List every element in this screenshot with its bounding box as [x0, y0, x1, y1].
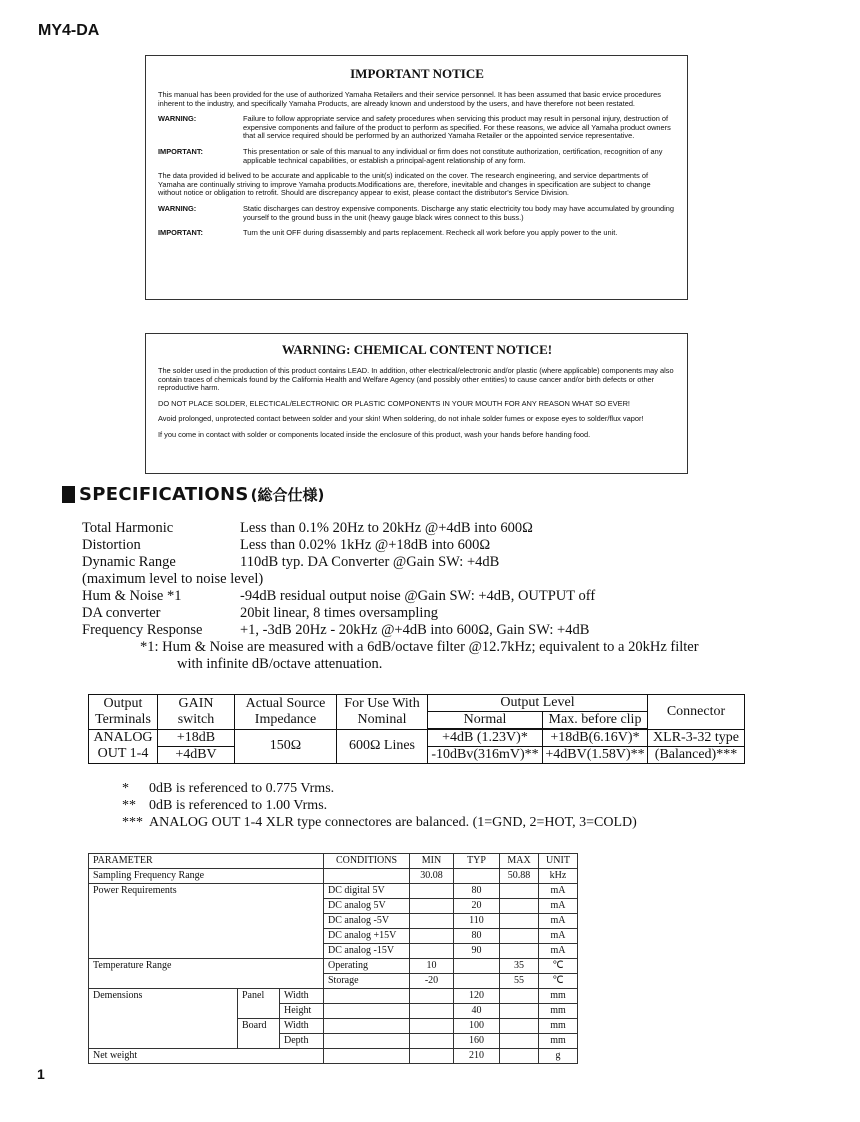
gain-switch-header: GAIN switch — [158, 695, 235, 730]
nominal-header: For Use With Nominal — [337, 695, 428, 730]
spec-value: +1, -3dB 20Hz - 20kHz @+4dB into 600Ω, Gain SW: +4dB — [240, 622, 590, 638]
connector-cell: (Balanced)*** — [648, 747, 745, 764]
table-row: Net weight 210 g — [89, 1049, 578, 1064]
chemical-paragraph: DO NOT PLACE SOLDER, ELECTICAL/ELECTRONIC OR PLASTIC COMPONENTS IN YOUR MOUTH FOR ANY REASON WHAT SO EVER! — [158, 398, 630, 408]
warning-text: Static discharges can destroy expensive components. Discharge any static electricity tou body may have accumulated by grounding yourself to the ground buss in the unit (heavy gauge black wires connect to this buss.) — [243, 203, 674, 222]
spec-value: Less than 0.1% 20Hz to 20kHz @+4dB into 600Ω — [240, 520, 533, 536]
typ-header: TYP — [454, 854, 500, 869]
gain-cell: +4dBV — [158, 747, 235, 764]
max-header: MAX — [500, 854, 539, 869]
chemical-paragraph: The solder used in the production of this product contains LEAD. In addition, other electrical/electronic and/or plastic (where applicable) components may also contain traces of chemicals found by the California Health and Welfare Agency (and possibly other entities) to cause cancer and/or birth defects or other reproductive harm. — [158, 366, 674, 393]
important-label: IMPORTANT: — [158, 146, 204, 156]
model-name: MY4-DA — [38, 22, 100, 39]
notice-title: IMPORTANT NOTICE — [350, 66, 484, 81]
spec-key: Distortion — [82, 537, 141, 553]
table-row: Board Width 100 mm — [89, 1019, 578, 1034]
unit-header: UNIT — [539, 854, 578, 869]
spec-value: Less than 0.02% 1kHz @+18dB into 600Ω — [240, 537, 491, 553]
reference-notes — [122, 780, 637, 831]
spec-key: Dynamic Range — [82, 554, 176, 570]
spec-list — [82, 520, 699, 673]
spec-value: -94dB residual output noise @Gain SW: +4dB, OUTPUT off — [240, 588, 596, 604]
normal-level-cell: +4dB (1.23V)* — [428, 729, 543, 747]
conditions-header: CONDITIONS — [324, 854, 410, 869]
connector-cell: XLR-3-32 type — [648, 729, 745, 747]
table-row: DC analog -5V 110 mA — [89, 914, 578, 929]
connector-header: Connector — [648, 695, 745, 730]
table-header-row — [89, 854, 578, 869]
table-row: Storage -20 55 ℃ — [89, 974, 578, 989]
min-header: MIN — [410, 854, 454, 869]
spec-value: 110dB typ. DA Converter @Gain SW: +4dB — [240, 554, 500, 570]
spec-row — [82, 520, 699, 537]
output-terminals-header: Output Terminals — [89, 695, 158, 730]
important-row — [158, 148, 676, 165]
spec-row — [82, 622, 699, 639]
spec-key: Frequency Response — [82, 622, 203, 638]
spec-note: (maximum level to noise level) — [82, 571, 264, 587]
max-level-cell: +4dBV(1.58V)** — [543, 747, 648, 764]
page-number: 1 — [37, 1066, 45, 1082]
footnote: *1: Hum & Noise are measured with a 6dB/octave filter @12.7kHz; equivalent to a 20kHz filter — [140, 639, 699, 655]
chemical-paragraph: Avoid prolonged, unprotected contact between solder and your skin! When soldering, do not inhale solder fumes or expose eyes to solder/flux vapor! — [158, 414, 644, 424]
chemical-paragraph: If you come in contact with solder or components located inside the enclosure of this product, wash your hands before handing food. — [158, 429, 591, 439]
spec-row — [82, 554, 699, 571]
gain-cell: +18dB — [158, 729, 235, 747]
output-table — [88, 694, 745, 764]
warning-text: Failure to follow appropriate service and safety procedures when servicing this product may result in personal injury, destruction of expensive components and failure of the product to perform as specified. For these reasons, we advice all Yamaha product owners that all service required should be performed by an authorized Yamaha Retailer or the appointed service representative. — [243, 114, 671, 141]
spec-row — [82, 588, 699, 605]
footnote-continuation: with infinite dB/octave attenuation. — [177, 656, 383, 672]
static-warning-row — [158, 205, 676, 222]
reference-note: ** 0dB is referenced to 1.00 Vrms. — [122, 798, 328, 813]
notice-intro: This manual has been provided for the use of authorized Yamaha Retailers and their service personnel. It has been assumed that basic ervice procedures inherent to the industry, and specifically Yamaha Products, are already known and understood by the users, and have therefore not been restated. — [158, 90, 661, 108]
spec-row — [82, 537, 699, 554]
power-off-row — [158, 229, 676, 238]
specifications-title-jp: (総合仕様) — [250, 486, 325, 504]
parameter-header: PARAMETER — [89, 854, 324, 869]
spec-key: Total Harmonic — [82, 520, 174, 536]
chemical-notice-box — [145, 333, 688, 474]
important-text: Turn the unit OFF during disassembly and parts replacement. Recheck all work before you apply power to the unit. — [243, 228, 618, 238]
spec-value: 20bit linear, 8 times oversampling — [240, 605, 438, 621]
table-row: DC analog +15V 80 mA — [89, 929, 578, 944]
table-row: Height 40 mm — [89, 1004, 578, 1019]
specifications-title: SPECIFICATIONS — [79, 484, 249, 505]
max-before-clip-header: Max. before clip — [543, 712, 648, 730]
reference-note: * 0dB is referenced to 0.775 Vrms. — [122, 781, 335, 796]
important-label: IMPORTANT: — [158, 228, 204, 238]
chemical-notice-title: WARNING: CHEMICAL CONTENT NOTICE! — [281, 342, 553, 357]
table-row: Power Requirements DC digital 5V 80 mA — [89, 884, 578, 899]
normal-level-cell: -10dBv(316mV)** — [428, 747, 543, 764]
parameter-table — [88, 853, 578, 1064]
spec-row — [82, 605, 699, 622]
spec-key: Hum & Noise *1 — [82, 588, 182, 604]
warning-label: WARNING: — [158, 114, 197, 124]
table-row: DC analog -15V 90 mA — [89, 944, 578, 959]
data-paragraph: The data provided id belived to be accurate and applicable to the unit(s) indicated on the cover. The research engineering, and service departments of Yamaha are continually striving to improve Yamaha products.Modifications are, therefore, inevitable and changes in specification are subject to change without notice or obligation to retrofit. Should are discrepancy appear to exist, please contact the distributor's Service Division. — [158, 171, 651, 198]
source-impedance-header: Actual Source Impedance — [235, 695, 337, 730]
table-row: Temperature Range Operating 10 35 ℃ — [89, 959, 578, 974]
warning-label: WARNING: — [158, 203, 197, 213]
table-row: Sampling Frequency Range 30.08 50.88 kHz — [89, 869, 578, 884]
table-row: Depth 160 mm — [89, 1034, 578, 1049]
table-row: Demensions Panel Width 120 mm — [89, 989, 578, 1004]
reference-note: *** ANALOG OUT 1-4 XLR type connectores are balanced. (1=GND, 2=HOT, 3=COLD) — [122, 815, 637, 830]
terminal-cell: ANALOG OUT 1-4 — [89, 729, 158, 764]
important-notice-box — [145, 55, 688, 300]
max-level-cell: +18dB(6.16V)* — [543, 729, 648, 747]
important-text: This presentation or sale of this manual to any individual or firm does not constitute authorization, certification, recognition of any applicable technical capabilities, or establish a principal-agent relationship of any form. — [243, 146, 663, 165]
warning-row — [158, 115, 676, 141]
specifications-heading — [62, 484, 324, 505]
heading-square-icon — [62, 486, 75, 503]
normal-header: Normal — [428, 712, 543, 730]
table-row: DC analog 5V 20 mA — [89, 899, 578, 914]
output-level-header: Output Level — [428, 695, 648, 712]
nominal-cell: 600Ω Lines — [337, 729, 428, 764]
impedance-cell: 150Ω — [235, 729, 337, 764]
spec-key: DA converter — [82, 605, 161, 621]
